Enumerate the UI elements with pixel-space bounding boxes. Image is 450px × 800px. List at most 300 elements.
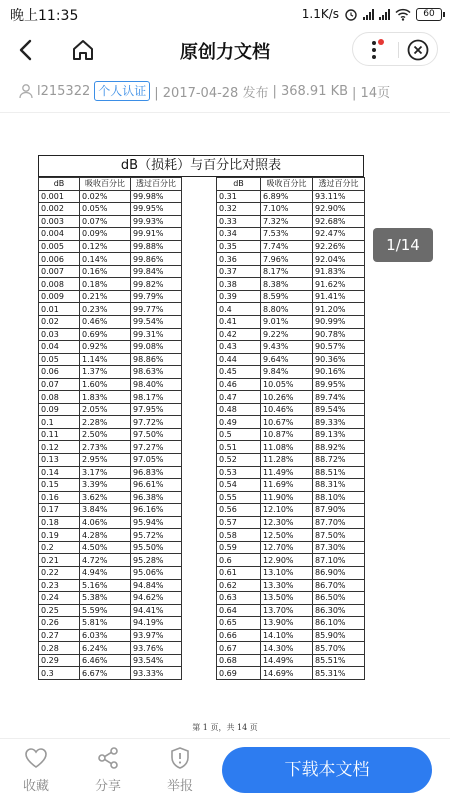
cell-transmit: 95.50% <box>131 541 182 554</box>
table-row <box>217 403 365 416</box>
more-menu-icon[interactable] <box>365 38 387 62</box>
cell-transmit: 85.51% <box>313 654 365 667</box>
download-button[interactable]: 下载本文档 <box>222 747 432 793</box>
cell-absorb: 8.38% <box>261 278 313 291</box>
cell-db: 0.5 <box>217 428 261 441</box>
cell-db: 0.46 <box>217 378 261 391</box>
cell-transmit: 87.70% <box>313 516 365 529</box>
table-row <box>217 378 365 391</box>
cell-absorb: 14.49% <box>261 654 313 667</box>
cell-absorb: 0.69% <box>80 328 131 341</box>
cell-transmit: 86.10% <box>313 617 365 630</box>
cell-db: 0.66 <box>217 629 261 642</box>
table-row <box>217 516 365 529</box>
cell-transmit: 93.76% <box>131 642 182 655</box>
cell-absorb: 4.94% <box>80 566 131 579</box>
status-icons <box>302 5 442 23</box>
cell-transmit: 92.68% <box>313 215 365 228</box>
table-row <box>39 667 182 680</box>
cell-transmit: 89.54% <box>313 403 365 416</box>
cell-db: 0.39 <box>217 290 261 303</box>
table-row <box>217 303 365 316</box>
publish-date: | 2017-04-28 发布 <box>154 85 269 101</box>
cell-absorb: 13.10% <box>261 566 313 579</box>
table-row <box>217 529 365 542</box>
file-size: | 368.91 KB <box>272 83 349 99</box>
cell-absorb: 6.67% <box>80 667 131 680</box>
divider <box>0 112 450 113</box>
cell-absorb: 0.92% <box>80 341 131 354</box>
cell-transmit: 99.31% <box>131 328 182 341</box>
uploader-name[interactable]: l215322 <box>37 83 91 99</box>
cell-transmit: 92.26% <box>313 240 365 253</box>
cell-absorb: 0.18% <box>80 278 131 291</box>
table-row <box>39 466 182 479</box>
cell-absorb: 11.69% <box>261 479 313 492</box>
cell-absorb: 2.05% <box>80 403 131 416</box>
cell-db: 0.45 <box>217 366 261 379</box>
cell-db: 0.22 <box>39 566 80 579</box>
cell-absorb: 0.05% <box>80 203 131 216</box>
cell-absorb: 0.46% <box>80 316 131 329</box>
cell-transmit: 98.86% <box>131 353 182 366</box>
cell-db: 0.002 <box>39 203 80 216</box>
cell-transmit: 98.17% <box>131 391 182 404</box>
cell-db: 0.21 <box>39 554 80 567</box>
table-row <box>217 190 365 203</box>
cell-db: 0.09 <box>39 403 80 416</box>
cell-transmit: 99.77% <box>131 303 182 316</box>
cell-transmit: 96.38% <box>131 491 182 504</box>
cell-absorb: 3.39% <box>80 479 131 492</box>
db-table-left <box>38 177 182 680</box>
cell-transmit: 99.98% <box>131 190 182 203</box>
cell-db: 0.04 <box>39 341 80 354</box>
cell-transmit: 94.62% <box>131 592 182 605</box>
cell-transmit: 86.90% <box>313 566 365 579</box>
cell-db: 0.007 <box>39 265 80 278</box>
table-row <box>39 316 182 329</box>
table-row <box>39 441 182 454</box>
bottom-bar <box>0 738 450 800</box>
cell-absorb: 2.50% <box>80 428 131 441</box>
table-row <box>39 592 182 605</box>
cell-absorb: 4.50% <box>80 541 131 554</box>
cell-absorb: 4.06% <box>80 516 131 529</box>
cell-db: 0.3 <box>39 667 80 680</box>
cell-db: 0.03 <box>39 328 80 341</box>
header-db: dB <box>39 178 80 191</box>
table-row <box>217 416 365 429</box>
cell-absorb: 13.50% <box>261 592 313 605</box>
cell-absorb: 12.90% <box>261 554 313 567</box>
cell-absorb: 1.60% <box>80 378 131 391</box>
cell-transmit: 88.92% <box>313 441 365 454</box>
cell-absorb: 13.70% <box>261 604 313 617</box>
cell-absorb: 10.05% <box>261 378 313 391</box>
cell-absorb: 12.50% <box>261 529 313 542</box>
cell-absorb: 5.81% <box>80 617 131 630</box>
cell-absorb: 0.16% <box>80 265 131 278</box>
favorite-label: 收藏 <box>22 779 49 794</box>
table-row <box>217 265 365 278</box>
cell-absorb: 2.95% <box>80 454 131 467</box>
table-row <box>217 240 365 253</box>
cell-db: 0.07 <box>39 378 80 391</box>
cell-db: 0.24 <box>39 592 80 605</box>
share-button[interactable] <box>86 745 130 794</box>
cell-db: 0.56 <box>217 504 261 517</box>
cell-absorb: 4.72% <box>80 554 131 567</box>
table-row <box>217 479 365 492</box>
table-row <box>39 278 182 291</box>
cell-transmit: 99.08% <box>131 341 182 354</box>
cell-db: 0.12 <box>39 441 80 454</box>
table-row <box>217 604 365 617</box>
cell-db: 0.003 <box>39 215 80 228</box>
cell-transmit: 87.10% <box>313 554 365 567</box>
cell-db: 0.59 <box>217 541 261 554</box>
cell-db: 0.54 <box>217 479 261 492</box>
cell-transmit: 93.97% <box>131 629 182 642</box>
table-row <box>39 428 182 441</box>
cell-db: 0.005 <box>39 240 80 253</box>
table-row <box>217 203 365 216</box>
cell-db: 0.08 <box>39 391 80 404</box>
cell-absorb: 1.83% <box>80 391 131 404</box>
table-row <box>39 353 182 366</box>
table-row <box>217 592 365 605</box>
cell-absorb: 2.28% <box>80 416 131 429</box>
cell-db: 0.17 <box>39 504 80 517</box>
cell-db: 0.14 <box>39 466 80 479</box>
cell-absorb: 7.74% <box>261 240 313 253</box>
cell-absorb: 12.10% <box>261 504 313 517</box>
cell-absorb: 12.70% <box>261 541 313 554</box>
cell-transmit: 85.70% <box>313 642 365 655</box>
table-row <box>39 654 182 667</box>
table-row <box>39 240 182 253</box>
cell-transmit: 97.50% <box>131 428 182 441</box>
cell-transmit: 94.84% <box>131 579 182 592</box>
cell-transmit: 93.54% <box>131 654 182 667</box>
cell-db: 0.001 <box>39 190 80 203</box>
cell-absorb: 7.96% <box>261 253 313 266</box>
cell-absorb: 1.14% <box>80 353 131 366</box>
cell-db: 0.23 <box>39 579 80 592</box>
cell-transmit: 89.13% <box>313 428 365 441</box>
cell-absorb: 7.32% <box>261 215 313 228</box>
cell-db: 0.41 <box>217 316 261 329</box>
cell-db: 0.009 <box>39 290 80 303</box>
cell-transmit: 88.31% <box>313 479 365 492</box>
cell-transmit: 99.95% <box>131 203 182 216</box>
cell-absorb: 6.24% <box>80 642 131 655</box>
cell-transmit: 97.27% <box>131 441 182 454</box>
cell-absorb: 12.30% <box>261 516 313 529</box>
table-row <box>217 629 365 642</box>
cell-db: 0.31 <box>217 190 261 203</box>
table-row <box>39 617 182 630</box>
table-row <box>217 428 365 441</box>
cell-absorb: 14.69% <box>261 667 313 680</box>
table-row <box>217 667 365 680</box>
table-row <box>39 629 182 642</box>
cell-absorb: 5.59% <box>80 604 131 617</box>
cell-transmit: 98.40% <box>131 378 182 391</box>
cell-db: 0.004 <box>39 228 80 241</box>
cell-db: 0.4 <box>217 303 261 316</box>
heart-icon <box>23 745 49 771</box>
cell-transmit: 99.86% <box>131 253 182 266</box>
table-row <box>217 617 365 630</box>
table-row <box>39 604 182 617</box>
table-row <box>39 290 182 303</box>
page-indicator: 1/14 <box>373 228 433 262</box>
table-header-row <box>217 178 365 191</box>
cell-transmit: 91.62% <box>313 278 365 291</box>
cell-transmit: 93.33% <box>131 667 182 680</box>
cell-db: 0.44 <box>217 353 261 366</box>
cell-absorb: 0.14% <box>80 253 131 266</box>
close-icon[interactable] <box>406 38 430 62</box>
cell-transmit: 94.41% <box>131 604 182 617</box>
shield-alert-icon <box>167 745 193 771</box>
cell-db: 0.27 <box>39 629 80 642</box>
table-row <box>217 278 365 291</box>
header-db: dB <box>217 178 261 191</box>
report-label: 举报 <box>166 779 193 794</box>
report-button[interactable] <box>158 745 202 794</box>
cell-transmit: 87.50% <box>313 529 365 542</box>
cell-db: 0.02 <box>39 316 80 329</box>
table-row <box>217 341 365 354</box>
cell-transmit: 85.90% <box>313 629 365 642</box>
signal-icon <box>363 8 374 20</box>
cell-db: 0.51 <box>217 441 261 454</box>
table-row <box>39 190 182 203</box>
cell-db: 0.29 <box>39 654 80 667</box>
table-row <box>217 541 365 554</box>
capsule-divider <box>398 42 399 58</box>
user-icon <box>18 83 34 99</box>
cell-transmit: 89.95% <box>313 378 365 391</box>
cell-db: 0.47 <box>217 391 261 404</box>
document-page <box>38 155 364 680</box>
cell-absorb: 11.49% <box>261 466 313 479</box>
cell-transmit: 85.31% <box>313 667 365 680</box>
cell-absorb: 9.43% <box>261 341 313 354</box>
page-title: 原创力文档 <box>180 42 270 63</box>
cell-absorb: 10.67% <box>261 416 313 429</box>
document-info <box>18 80 390 102</box>
cell-db: 0.53 <box>217 466 261 479</box>
cell-absorb: 3.84% <box>80 504 131 517</box>
network-speed: 1.1K/s <box>301 7 339 21</box>
table-row <box>39 366 182 379</box>
table-row <box>39 504 182 517</box>
table-row <box>217 328 365 341</box>
cell-db: 0.15 <box>39 479 80 492</box>
cell-transmit: 95.28% <box>131 554 182 567</box>
table-row <box>39 215 182 228</box>
header-absorb: 吸收百分比 <box>261 178 313 191</box>
cell-transmit: 90.16% <box>313 366 365 379</box>
cell-absorb: 6.46% <box>80 654 131 667</box>
cell-transmit: 92.90% <box>313 203 365 216</box>
cell-transmit: 99.54% <box>131 316 182 329</box>
cell-db: 0.63 <box>217 592 261 605</box>
table-title: dB（损耗）与百分比对照表 <box>38 155 364 177</box>
table-row <box>217 290 365 303</box>
cell-absorb: 0.12% <box>80 240 131 253</box>
cell-transmit: 88.51% <box>313 466 365 479</box>
cell-db: 0.52 <box>217 454 261 467</box>
cell-absorb: 14.30% <box>261 642 313 655</box>
cell-transmit: 86.70% <box>313 579 365 592</box>
cell-transmit: 89.74% <box>313 391 365 404</box>
favorite-button[interactable] <box>14 745 58 794</box>
cell-absorb: 3.17% <box>80 466 131 479</box>
cell-absorb: 0.23% <box>80 303 131 316</box>
header-absorb: 吸收百分比 <box>80 178 131 191</box>
cell-db: 0.11 <box>39 428 80 441</box>
table-row <box>39 554 182 567</box>
cell-db: 0.33 <box>217 215 261 228</box>
table-row <box>217 366 365 379</box>
cell-absorb: 11.28% <box>261 454 313 467</box>
table-row <box>39 491 182 504</box>
cell-absorb: 10.87% <box>261 428 313 441</box>
cell-transmit: 97.72% <box>131 416 182 429</box>
table-row <box>217 491 365 504</box>
table-row <box>39 642 182 655</box>
cell-absorb: 2.73% <box>80 441 131 454</box>
alarm-icon <box>344 7 358 21</box>
table-row <box>39 516 182 529</box>
table-row <box>217 316 365 329</box>
mini-program-capsule <box>352 32 438 66</box>
cell-transmit: 90.78% <box>313 328 365 341</box>
table-row <box>217 579 365 592</box>
table-header-row <box>39 178 182 191</box>
cell-transmit: 91.83% <box>313 265 365 278</box>
cell-transmit: 97.05% <box>131 454 182 467</box>
table-row <box>39 403 182 416</box>
cell-transmit: 89.33% <box>313 416 365 429</box>
cell-absorb: 3.62% <box>80 491 131 504</box>
cell-absorb: 9.22% <box>261 328 313 341</box>
cell-absorb: 11.08% <box>261 441 313 454</box>
cell-transmit: 88.10% <box>313 491 365 504</box>
share-label: 分享 <box>94 779 121 794</box>
db-table-right <box>216 177 365 680</box>
table-row <box>217 441 365 454</box>
cell-transmit: 99.91% <box>131 228 182 241</box>
cell-absorb: 13.30% <box>261 579 313 592</box>
table-row <box>39 378 182 391</box>
table-row <box>217 642 365 655</box>
cell-db: 0.67 <box>217 642 261 655</box>
cell-transmit: 87.90% <box>313 504 365 517</box>
cell-db: 0.13 <box>39 454 80 467</box>
page-count: | 14页 <box>352 85 391 101</box>
status-bar <box>0 0 450 28</box>
table-row <box>39 579 182 592</box>
cell-transmit: 99.93% <box>131 215 182 228</box>
cell-db: 0.57 <box>217 516 261 529</box>
table-row <box>39 228 182 241</box>
cell-absorb: 9.84% <box>261 366 313 379</box>
cell-transmit: 94.19% <box>131 617 182 630</box>
table-row <box>217 353 365 366</box>
cell-transmit: 99.88% <box>131 240 182 253</box>
cell-transmit: 96.61% <box>131 479 182 492</box>
table-row <box>39 203 182 216</box>
cell-db: 0.49 <box>217 416 261 429</box>
cell-transmit: 99.79% <box>131 290 182 303</box>
cell-db: 0.25 <box>39 604 80 617</box>
cell-transmit: 86.50% <box>313 592 365 605</box>
cell-transmit: 98.63% <box>131 366 182 379</box>
cell-db: 0.62 <box>217 579 261 592</box>
cell-transmit: 96.16% <box>131 504 182 517</box>
cell-absorb: 8.80% <box>261 303 313 316</box>
cell-absorb: 0.02% <box>80 190 131 203</box>
cell-absorb: 10.46% <box>261 403 313 416</box>
cell-transmit: 91.41% <box>313 290 365 303</box>
cell-db: 0.38 <box>217 278 261 291</box>
table-row <box>39 253 182 266</box>
cell-db: 0.65 <box>217 617 261 630</box>
table-row <box>217 253 365 266</box>
share-icon <box>95 745 121 771</box>
cell-db: 0.69 <box>217 667 261 680</box>
table-row <box>217 466 365 479</box>
table-row <box>217 391 365 404</box>
header-transmit: 透过百分比 <box>131 178 182 191</box>
cell-transmit: 96.83% <box>131 466 182 479</box>
cell-db: 0.32 <box>217 203 261 216</box>
cell-transmit: 95.72% <box>131 529 182 542</box>
page-footer: 第 1 页，共 14 页 <box>192 723 258 732</box>
cell-transmit: 88.72% <box>313 454 365 467</box>
table-row <box>217 654 365 667</box>
cell-db: 0.28 <box>39 642 80 655</box>
table-row <box>217 215 365 228</box>
table-row <box>39 529 182 542</box>
cell-db: 0.48 <box>217 403 261 416</box>
cell-absorb: 8.59% <box>261 290 313 303</box>
cell-transmit: 92.04% <box>313 253 365 266</box>
cell-db: 0.35 <box>217 240 261 253</box>
table-row <box>39 566 182 579</box>
table-row <box>39 328 182 341</box>
cell-db: 0.42 <box>217 328 261 341</box>
cell-absorb: 4.28% <box>80 529 131 542</box>
table-row <box>217 566 365 579</box>
table-row <box>217 504 365 517</box>
cell-transmit: 99.82% <box>131 278 182 291</box>
cell-absorb: 7.53% <box>261 228 313 241</box>
cell-db: 0.61 <box>217 566 261 579</box>
cell-db: 0.68 <box>217 654 261 667</box>
cell-transmit: 91.20% <box>313 303 365 316</box>
table-row <box>217 554 365 567</box>
cell-transmit: 97.95% <box>131 403 182 416</box>
cell-absorb: 1.37% <box>80 366 131 379</box>
cell-absorb: 6.89% <box>261 190 313 203</box>
